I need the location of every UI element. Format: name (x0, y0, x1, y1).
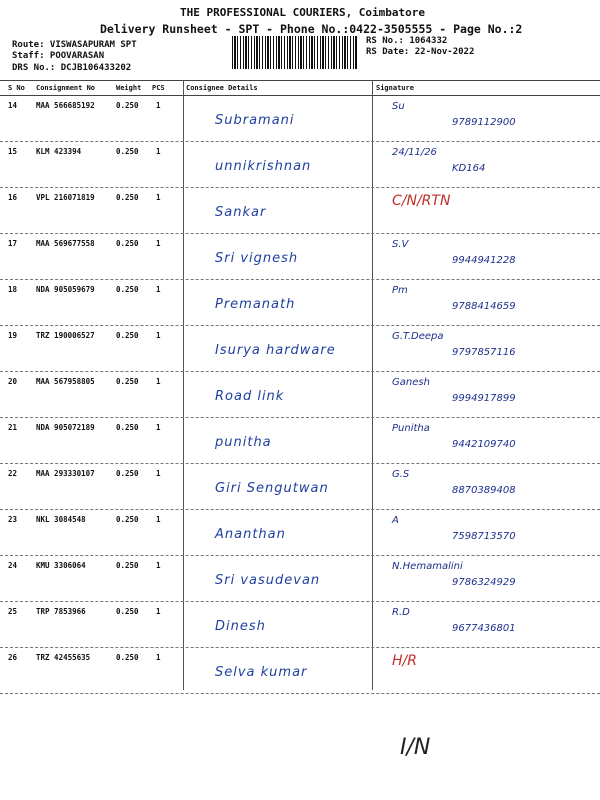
weight-cell: 0.250 (116, 101, 139, 110)
drs-number: DRS No.: DCJB106433202 (12, 63, 132, 73)
sno-cell: 16 (8, 193, 18, 202)
pcs-cell: 1 (156, 147, 161, 156)
consignment-cell: TRP 7853966 (36, 607, 86, 616)
signature-phone: 9788414659 (452, 301, 516, 312)
staff-label: Staff: POOVARASAN (12, 51, 105, 61)
pcs-cell: 1 (156, 469, 161, 478)
rs-date: RS Date: 22-Nov-2022 (366, 47, 475, 57)
signature: Su (392, 101, 405, 112)
sno-cell: 21 (8, 423, 18, 432)
signature: N.Hemamalini (392, 561, 463, 572)
signature: C/N/RTN (392, 193, 451, 209)
signature: H/R (392, 653, 417, 669)
sno-cell: 18 (8, 285, 18, 294)
col-signature: Signature (376, 84, 414, 92)
weight-cell: 0.250 (116, 561, 139, 570)
signature: S.V (392, 239, 409, 250)
signature: G.S (392, 469, 410, 480)
col-weight: Weight (116, 84, 142, 92)
consignee-name: punitha (215, 435, 272, 450)
consignee-name: Isurya hardware (215, 343, 336, 358)
weight-cell: 0.250 (116, 515, 139, 524)
table-row (0, 417, 600, 464)
consignment-cell: TRZ 42455635 (36, 653, 91, 662)
sno-cell: 22 (8, 469, 18, 478)
consignment-cell: MAA 567958805 (36, 377, 95, 386)
sno-cell: 19 (8, 331, 18, 340)
signature: Punitha (392, 423, 430, 434)
pcs-cell: 1 (156, 331, 161, 340)
consignee-name: unnikrishnan (215, 159, 312, 174)
consignee-name: Sankar (215, 205, 267, 220)
consignment-cell: NKL 3084548 (36, 515, 86, 524)
table-row (0, 95, 600, 142)
signature: Pm (392, 285, 408, 296)
signature-phone: 8870389408 (452, 485, 516, 496)
signature: A (392, 515, 399, 526)
signature: G.T.Deepa (392, 331, 444, 342)
signature-phone: 7598713570 (452, 531, 516, 542)
table-row (0, 647, 600, 694)
col-consignment: Consignment No (36, 84, 96, 92)
consignee-name: Selva kumar (215, 665, 308, 680)
table-row (0, 279, 600, 326)
table-row (0, 187, 600, 234)
weight-cell: 0.250 (116, 423, 139, 432)
signature: 24/11/26 (392, 147, 437, 158)
consignment-cell: NDA 905072189 (36, 423, 95, 432)
consignment-cell: MAA 569677558 (36, 239, 95, 248)
signature-phone: KD164 (452, 163, 486, 174)
signature-phone: 9944941228 (452, 255, 516, 266)
consignment-cell: NDA 905059679 (36, 285, 95, 294)
signature: R.D (392, 607, 410, 618)
table-row (0, 463, 600, 510)
signature-phone: 9677436801 (452, 623, 516, 634)
consignee-name: Sri vignesh (215, 251, 299, 266)
sno-cell: 20 (8, 377, 18, 386)
barcode (232, 36, 358, 69)
pcs-cell: 1 (156, 285, 161, 294)
signature-phone: 9797857116 (452, 347, 516, 358)
weight-cell: 0.250 (116, 285, 139, 294)
pcs-cell: 1 (156, 101, 161, 110)
runsheet-subtitle: Delivery Runsheet - SPT - Phone No.:0422-3505555 - Page No.:2 (100, 22, 523, 36)
table-header (0, 80, 600, 96)
consignment-cell: MAA 566685192 (36, 101, 95, 110)
footer-mark: I/N (400, 735, 431, 760)
sno-cell: 17 (8, 239, 18, 248)
consignee-name: Road link (215, 389, 285, 404)
signature-phone: 9786324929 (452, 577, 516, 588)
weight-cell: 0.250 (116, 377, 139, 386)
col-pcs: PCS (152, 84, 165, 92)
weight-cell: 0.250 (116, 239, 139, 248)
consignment-cell: KLM 423394 (36, 147, 82, 156)
signature: Ganesh (392, 377, 430, 388)
table-row (0, 141, 600, 188)
consignment-cell: KMU 3306064 (36, 561, 86, 570)
signature-phone: 9442109740 (452, 439, 516, 450)
pcs-cell: 1 (156, 653, 161, 662)
pcs-cell: 1 (156, 607, 161, 616)
consignee-name: Sri vasudevan (215, 573, 321, 588)
sno-cell: 23 (8, 515, 18, 524)
weight-cell: 0.250 (116, 469, 139, 478)
table-row (0, 509, 600, 556)
table-row (0, 601, 600, 648)
table-row (0, 233, 600, 280)
consignment-cell: MAA 293330107 (36, 469, 95, 478)
table-row (0, 371, 600, 418)
weight-cell: 0.250 (116, 607, 139, 616)
rs-number: RS No.: 1064332 (366, 36, 448, 46)
sno-cell: 24 (8, 561, 18, 570)
company-title: THE PROFESSIONAL COURIERS, Coimbatore (180, 6, 426, 19)
consignment-cell: TRZ 190006527 (36, 331, 95, 340)
weight-cell: 0.250 (116, 147, 139, 156)
col-consignee: Consignee Details (186, 84, 258, 92)
table-row (0, 325, 600, 372)
consignee-name: Premanath (215, 297, 296, 312)
consignee-name: Dinesh (215, 619, 266, 634)
sno-cell: 14 (8, 101, 18, 110)
pcs-cell: 1 (156, 515, 161, 524)
col-sno: S No (8, 84, 25, 92)
table-row (0, 555, 600, 602)
consignee-name: Ananthan (215, 527, 286, 542)
weight-cell: 0.250 (116, 193, 139, 202)
signature-phone: 9789112900 (452, 117, 516, 128)
sno-cell: 15 (8, 147, 18, 156)
weight-cell: 0.250 (116, 653, 139, 662)
consignment-cell: VPL 216071819 (36, 193, 95, 202)
signature-phone: 9994917899 (452, 393, 516, 404)
route-label: Route: VISWASAPURAM SPT (12, 40, 137, 50)
pcs-cell: 1 (156, 239, 161, 248)
pcs-cell: 1 (156, 561, 161, 570)
pcs-cell: 1 (156, 377, 161, 386)
sno-cell: 25 (8, 607, 18, 616)
pcs-cell: 1 (156, 423, 161, 432)
consignee-name: Giri Sengutwan (215, 481, 329, 496)
weight-cell: 0.250 (116, 331, 139, 340)
pcs-cell: 1 (156, 193, 161, 202)
sno-cell: 26 (8, 653, 18, 662)
consignee-name: Subramani (215, 113, 295, 128)
